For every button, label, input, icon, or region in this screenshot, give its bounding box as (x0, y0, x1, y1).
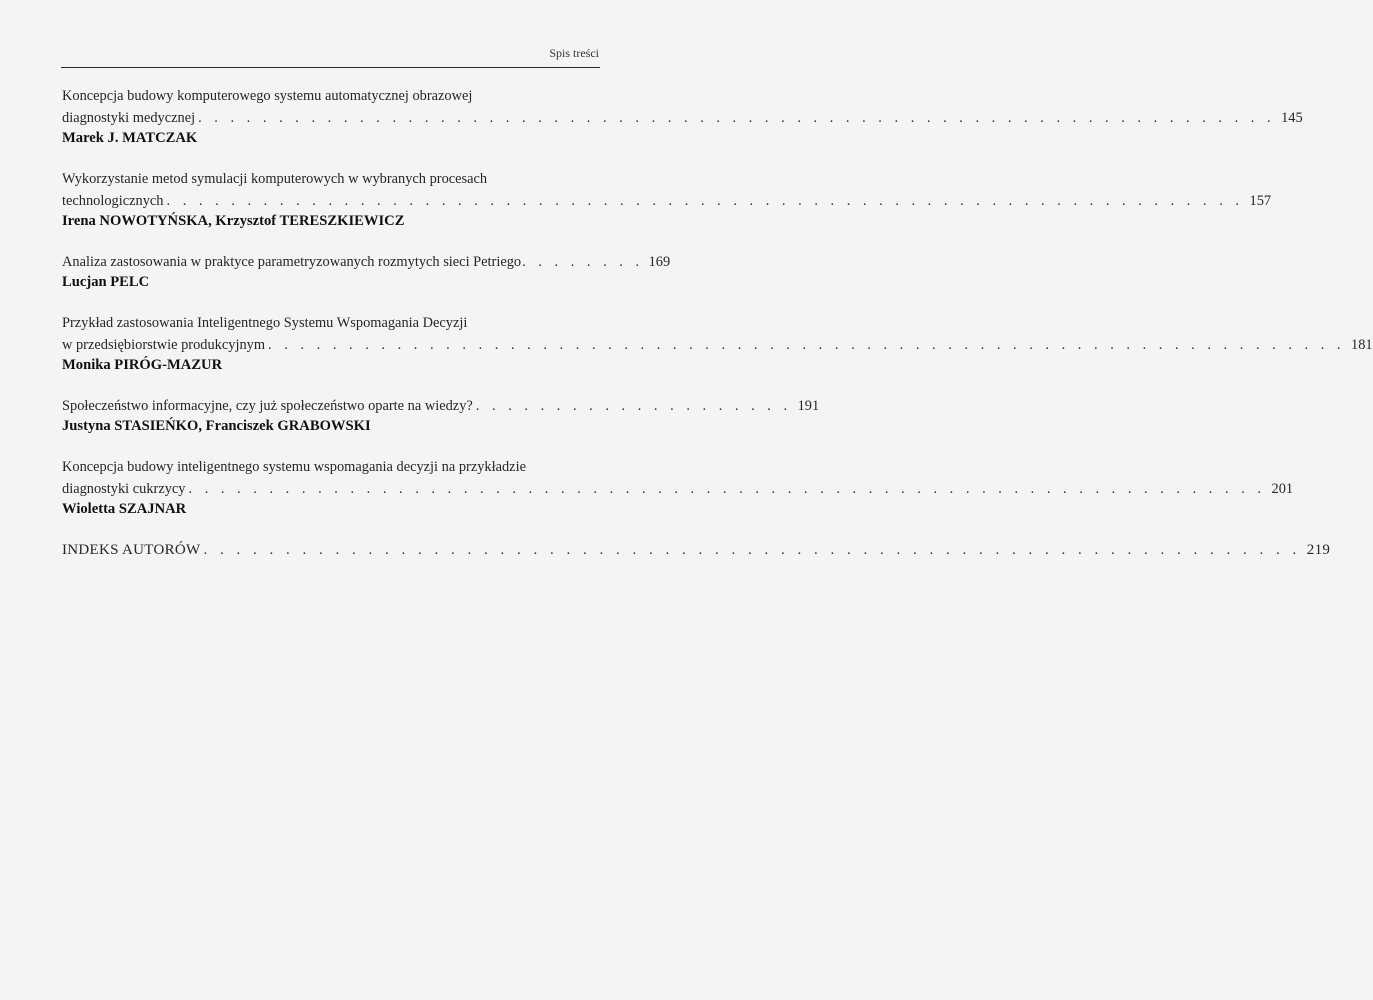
header-rule (61, 67, 600, 68)
entry-title-leader (62, 334, 1373, 356)
entry-title-leader (62, 395, 820, 417)
dot-leader: . . . . . . . . . . . . . . . . . . . . . . . . . . . . . . . . . . . . . . . . . . . . . . . . . . . . . . . . . . . . . . . . . . . (268, 337, 1346, 353)
page-number: 169 (648, 254, 671, 270)
entry-authors: Lucjan PELC (62, 274, 150, 290)
entry-title-line: Koncepcja budowy inteligentnego systemu wspomagania decyzji na przykładzie (62, 459, 526, 475)
toc-entry[interactable] (62, 251, 671, 291)
entry-title-line: w przedsiębiorstwie produkcyjnym (62, 337, 266, 353)
entry-authors: Monika PIRÓG-MAZUR (62, 357, 223, 373)
entry-title-line: Społeczeństwo informacyjne, czy już społeczeństwo oparte na wiedzy? (62, 398, 473, 414)
page-number: 181 (1351, 337, 1373, 353)
page-number: 201 (1271, 481, 1294, 497)
page-number: 219 (1306, 542, 1331, 558)
entry-title-line: diagnostyki medycznej (62, 110, 196, 126)
entry-title-line: Koncepcja budowy komputerowego systemu automatycznej obrazowej (62, 88, 473, 104)
entry-authors: Wioletta SZAJNAR (62, 501, 187, 517)
page-number: 157 (1249, 193, 1272, 209)
dot-leader: . . . . . . . . . . . . . . . . . . . . . . . . . . . . . . . . . . . . . . . . . . . . . . . . . . . . . . . . . . . . . . . . . . . (188, 481, 1266, 497)
page-number: 145 (1281, 110, 1303, 126)
dot-leader: . . . . . . . . . . . . . . . . . . . . . . . . . . . . . . . . . . . . . . . . . . . . . . . . . . . . . . . . . . . . . . . . . . . (203, 542, 1301, 558)
toc-entry[interactable] (62, 85, 1303, 147)
entry-title-line: Przykład zastosowania Inteligentnego Systemu Wspomagania Decyzji (62, 315, 468, 331)
dot-leader: . . . . . . . . . . . . . . . . . . . . (475, 398, 792, 414)
entry-title-leader (62, 478, 1294, 500)
toc-entry[interactable] (62, 168, 1272, 230)
entry-title-leader (62, 251, 671, 273)
dot-leader: . . . . . . . . . . . . . . . . . . . . . . . . . . . . . . . . . . . . . . . . . . . . . . . . . . . . . . . . . . . . . . . . . . . (198, 110, 1276, 126)
toc-entry[interactable] (62, 456, 1294, 518)
index-label: INDEKS AUTORÓW (62, 542, 201, 558)
entry-authors: Irena NOWOTYŃSKA, Krzysztof TERESZKIEWICZ (62, 213, 405, 229)
table-of-contents (62, 85, 1373, 582)
toc-entry-index[interactable] (62, 539, 1331, 561)
entry-title-line: technologicznych (62, 193, 164, 209)
running-header: Spis treści (549, 46, 599, 60)
dot-leader: . . . . . . . . . . . . . . . . . . . . . . . . . . . . . . . . . . . . . . . . . . . . . . . . . . . . . . . . . . . . . . . . . . . (166, 193, 1244, 209)
toc-entry[interactable] (62, 312, 1373, 374)
page-number: 191 (797, 398, 820, 414)
entry-authors: Justyna STASIEŃKO, Franciszek GRABOWSKI (62, 418, 371, 434)
entry-title-line: diagnostyki cukrzycy (62, 481, 186, 497)
toc-entry[interactable] (62, 395, 820, 435)
entry-title-line: Analiza zastosowania w praktyce parametryzowanych rozmytych sieci Petriego (62, 254, 522, 270)
entry-title-leader (62, 190, 1272, 212)
dot-leader: . . . . . . . . (522, 254, 644, 270)
index-leader (62, 539, 1331, 561)
entry-authors: Marek J. MATCZAK (62, 130, 198, 146)
entry-title-line: Wykorzystanie metod symulacji komputerowych w wybranych procesach (62, 171, 488, 187)
entry-title-leader (62, 107, 1303, 129)
